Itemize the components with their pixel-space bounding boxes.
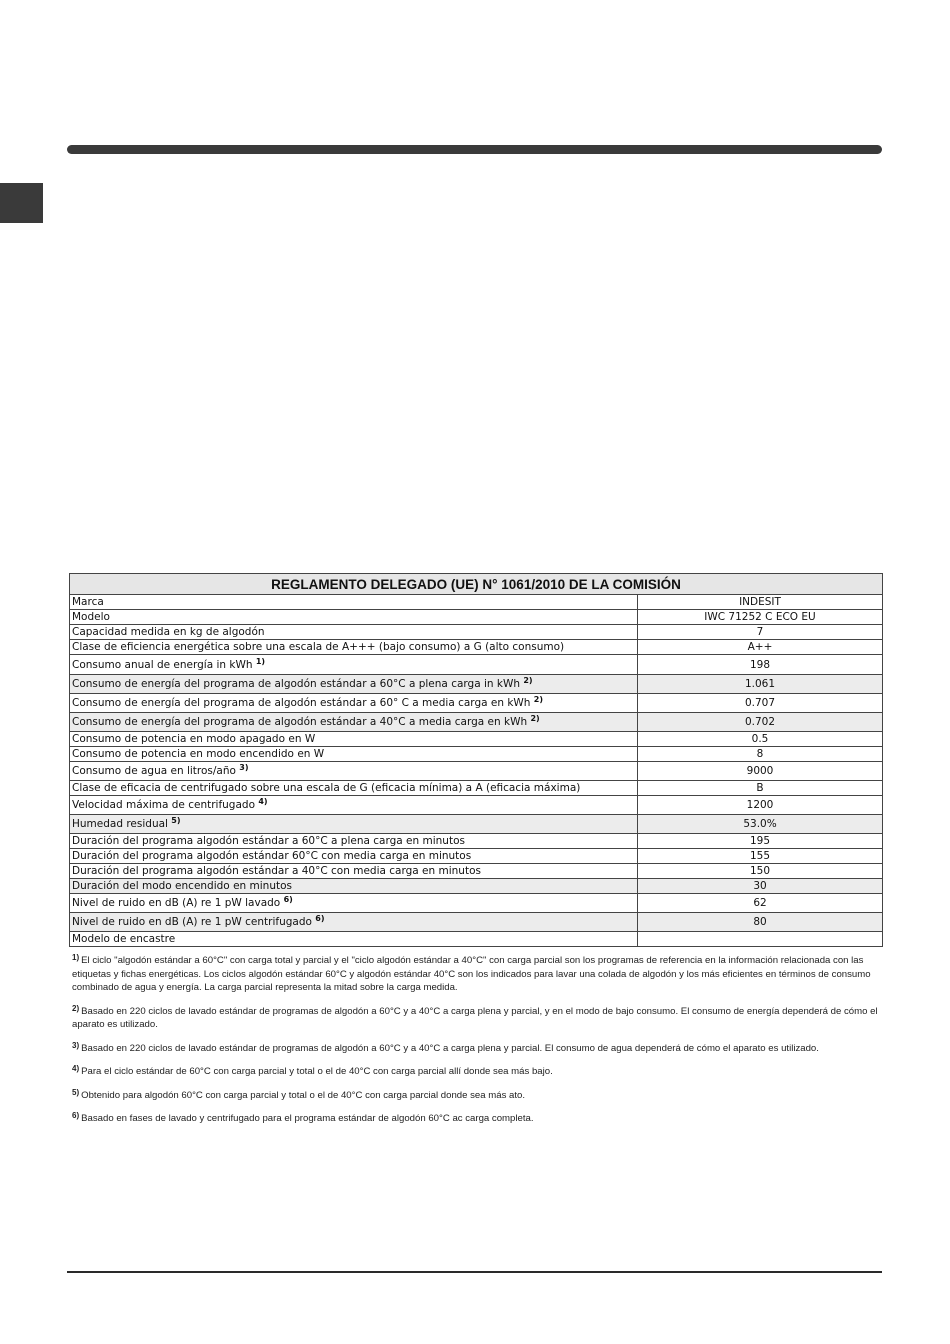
footnotes [72,954,882,1136]
table-row [70,879,883,894]
footnote [72,1005,882,1032]
regulation-table [69,573,883,947]
row-value: 195 [638,834,883,849]
row-label-cell [70,640,638,655]
row-value: 198 [638,655,883,675]
row-value [638,932,883,947]
row-label: Modelo [72,611,110,623]
row-label: Duración del programa algodón estándar a 40°C con media carga en minutos [72,865,481,877]
row-label: Velocidad máxima de centrifugado [72,799,255,811]
row-value: 0.707 [638,694,883,713]
table-row [70,713,883,732]
row-label-cell [70,834,638,849]
row-value: 7 [638,625,883,640]
table-title: REGLAMENTO DELEGADO (UE) N° 1061/2010 DE LA COMISIÓN [70,574,883,595]
table-row [70,849,883,864]
row-label: Duración del programa algodón estándar 60°C con media carga en minutos [72,850,472,862]
row-label-cell [70,781,638,796]
footnote-ref: 6) [283,895,293,904]
row-label-cell [70,675,638,694]
footnote-text: Basado en 220 ciclos de lavado estándar de programas de algodón a 60°C y a 40°C a carga plena y parcial. El consumo de agua dependerá de cómo el aparato es utilizado. [81,1042,819,1054]
row-label-cell [70,849,638,864]
row-label: Consumo de potencia en modo apagado en W [72,733,316,745]
row-label: Clase de eficacia de centrifugado sobre una escala de G (eficacia mínima) a A (eficacia máxima) [72,782,581,794]
row-label: Modelo de encastre [72,933,176,945]
row-label-cell [70,932,638,947]
row-label-cell [70,879,638,894]
table-row [70,747,883,762]
table-row [70,595,883,610]
row-label-cell [70,595,638,610]
row-label-cell [70,625,638,640]
row-value: 53.0% [638,815,883,834]
row-label: Consumo de energía del programa de algodón estándar a 60° C a media carga en kWh [72,697,531,709]
row-value: 62 [638,894,883,913]
row-label-cell [70,713,638,732]
footnote-mark: 4) [72,1064,80,1073]
table-row [70,762,883,781]
table-row [70,834,883,849]
top-divider-bar [67,145,882,154]
bottom-divider-line [67,1271,882,1273]
table-row [70,732,883,747]
row-value: B [638,781,883,796]
row-value: IWC 71252 C ECO EU [638,610,883,625]
footnote [72,1065,882,1079]
table-body [70,595,883,947]
footnote-ref: 2) [523,676,533,685]
row-label-cell [70,655,638,675]
table-row [70,864,883,879]
row-label: Marca [72,596,104,608]
row-value: 0.5 [638,732,883,747]
row-label: Consumo de agua en litros/año [72,765,236,777]
row-label-cell [70,747,638,762]
row-label: Clase de eficiencia energética sobre una escala de A+++ (bajo consumo) a G (alto consumo) [72,641,565,653]
footnote-text: Basado en fases de lavado y centrifugado para el programa estándar de algodón 60°C ac carga completa. [81,1113,534,1124]
row-value: 0.702 [638,713,883,732]
table-row [70,815,883,834]
footnote [72,1042,882,1056]
row-label-cell [70,913,638,932]
footnote-ref: 5) [171,816,181,825]
row-label: Humedad residual [72,818,168,830]
row-label-cell [70,610,638,625]
row-label-cell [70,864,638,879]
row-label-cell [70,815,638,834]
row-label: Capacidad medida en kg de algodón [72,626,265,638]
row-label-cell [70,694,638,713]
row-label-cell [70,732,638,747]
footnote-ref: 3) [239,763,249,772]
row-label: Consumo de potencia en modo encendido en W [72,748,325,760]
row-value: 150 [638,864,883,879]
row-label: Nivel de ruido en dB (A) re 1 pW lavado [72,897,281,909]
row-value: 1.061 [638,675,883,694]
footnote-mark: 2) [72,1003,80,1013]
table-row [70,610,883,625]
row-label-cell [70,762,638,781]
row-value: INDESIT [638,595,883,610]
footnote-mark: 6) [72,1111,80,1120]
table-row [70,894,883,913]
table-row [70,694,883,713]
row-label: Consumo de energía del programa de algodón estándar a 60°C a plena carga in kWh [72,678,520,690]
row-value: 30 [638,879,883,894]
table-row [70,781,883,796]
footnote-ref: 2) [533,695,544,704]
row-label: Consumo anual de energía in kWh [72,658,253,671]
row-label-cell [70,894,638,913]
table-row [70,932,883,947]
footnote-text: Para el ciclo estándar de 60°C con carga parcial y total o el de 40°C con carga parcial allí donde sea más bajo. [81,1066,553,1077]
footnote [72,1089,882,1103]
row-value: 9000 [638,762,883,781]
table-row [70,675,883,694]
footnote-ref: 6) [315,914,325,923]
table-row [70,640,883,655]
row-value: 80 [638,913,883,932]
row-label: Nivel de ruido en dB (A) re 1 pW centrifugado [72,916,312,928]
row-label: Duración del programa algodón estándar a 60°C a plena carga en minutos [72,835,465,847]
footnote [72,954,882,995]
footnote [72,1112,882,1126]
row-value: 1200 [638,796,883,815]
table-row [70,913,883,932]
table-row [70,796,883,815]
row-label: Consumo de energía del programa de algodón estándar a 40°C a media carga en kWh [72,716,528,728]
footnote-text: Obtenido para algodón 60°C con carga parcial y total o el de 40°C con carga parcial donde sea más ato. [81,1089,526,1101]
table-row [70,655,883,675]
table-row [70,625,883,640]
row-value: 8 [638,747,883,762]
footnote-ref: 1) [255,656,266,666]
section-tab-marker [0,183,43,223]
footnote-text: Basado en 220 ciclos de lavado estándar de programas de algodón a 60°C y a 40°C a carga plena y parcial, y en el modo de bajo consumo. El consumo de energía dependerá de cómo el aparato es utilizado. [72,1005,878,1030]
row-label: Duración del modo encendido en minutos [72,880,292,892]
row-value: A++ [638,640,883,655]
row-value: 155 [638,849,883,864]
footnote-ref: 2) [530,714,540,723]
footnote-ref: 4) [258,797,268,806]
footnote-mark: 1) [72,953,80,962]
footnote-mark: 3) [72,1040,80,1050]
row-label-cell [70,796,638,815]
footnote-mark: 5) [72,1087,80,1097]
footnote-text: El ciclo "algodón estándar a 60°C" con carga total y parcial y el "ciclo algodón estándar a 40°C" con carga parcial son los programas de referencia en la información relacionada con las etiquetas y fichas energéticas. Los ciclos algodón estándar 60°C y algodón estándar 40°C son los indicados para lavar una colada de algodón y los más eficientes en términos de consumo combinado de agua y energía. La carga parcial representa la mitad sobre la carga medida. [72,955,871,993]
